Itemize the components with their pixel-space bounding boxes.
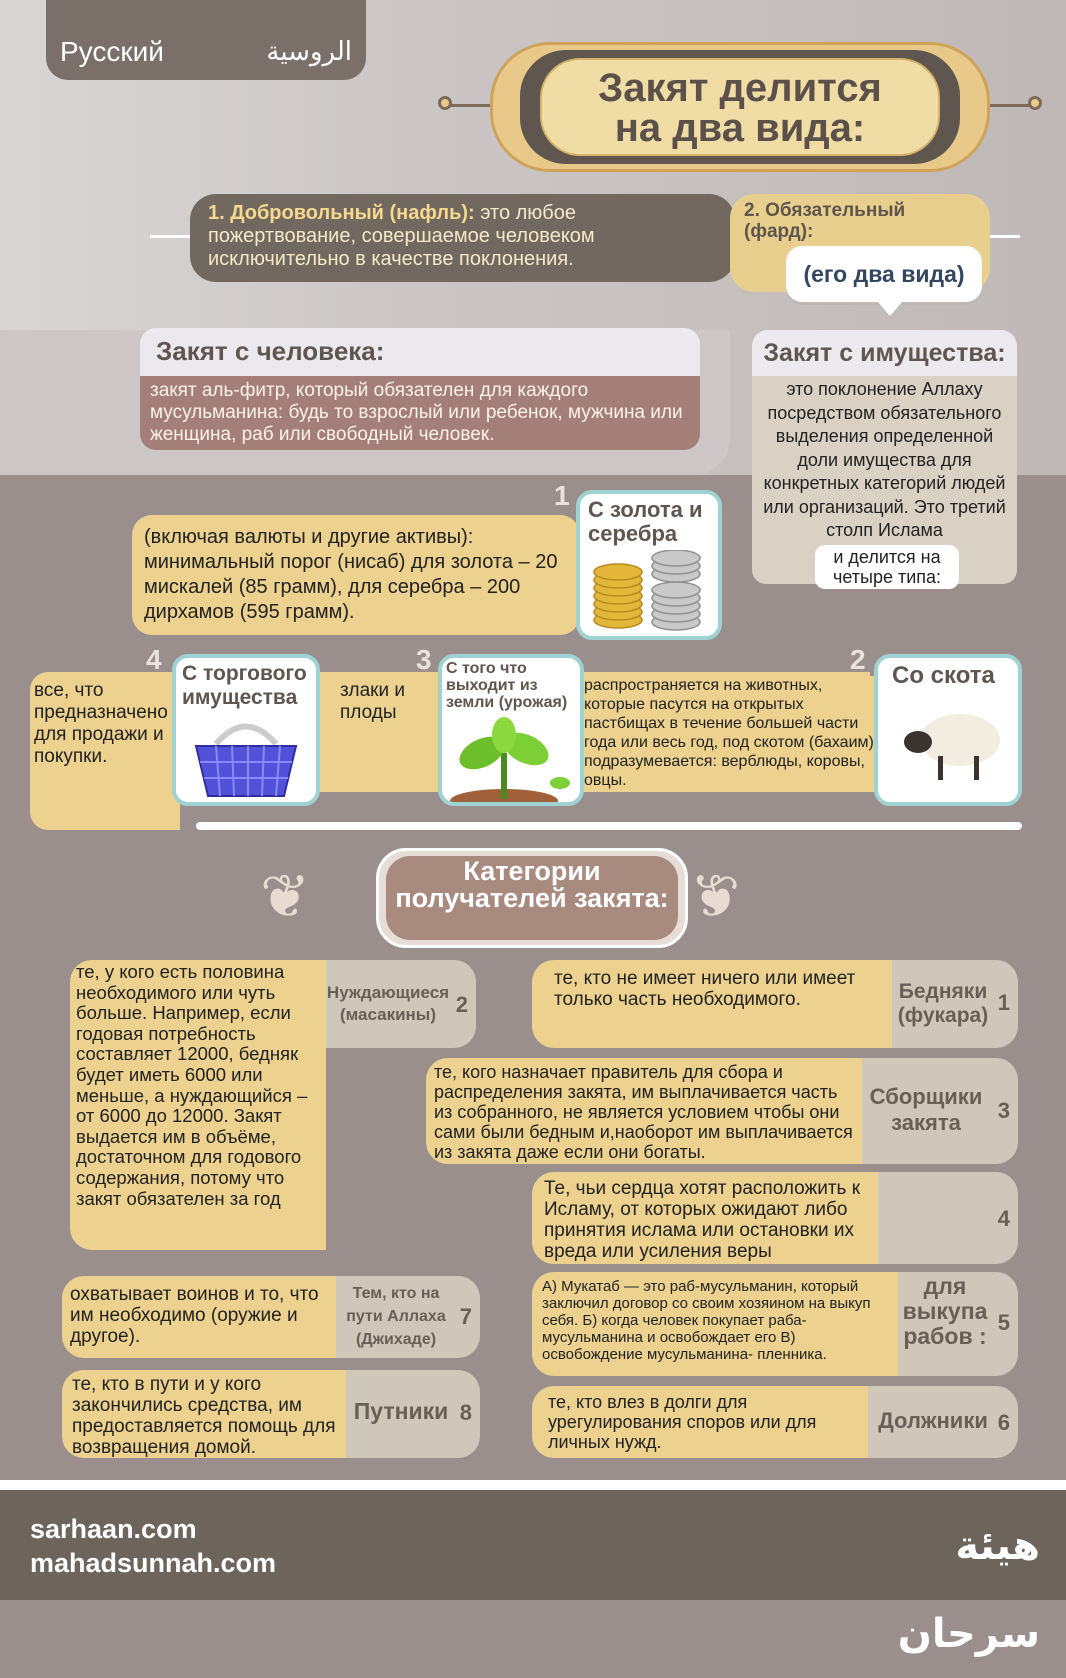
sarhaan-logo: هيئة سرحان (897, 1524, 1040, 1656)
category-2-number: 2 (455, 992, 468, 1017)
lang-arabic: الروسية (266, 36, 352, 66)
category-6-name: Должники (878, 1408, 988, 1433)
gold-silver-title: С золота и серебра (588, 497, 703, 546)
categories-title: Категории получателей закята: (386, 856, 678, 940)
gold-silver-text: (включая валюты и другие активы): минимальный порог (нисаб) для золота – 20 мискалей (85 грамм), для серебра – 200 дирхамов (595 грамм). (132, 515, 580, 635)
kind-number-2: 2 (850, 644, 866, 675)
category-4-name-box (878, 1172, 1018, 1264)
category-5-number: 5 (997, 1310, 1010, 1335)
category-2-text: те, у кого есть половина необходимого или чуть больше. Например, если годовая потребность составляет 12000, бедняк будет иметь 6000 или меньше, а нуждающийся – от 6000 до 12000. Закят выдается им в объёме, достаточном для годового содержания, потому что закят обязателен за год (70, 960, 326, 1250)
crops-card (438, 654, 584, 806)
category-7-name: Тем, кто на пути Аллаха (Джихаде) (346, 1285, 446, 1348)
basket-icon (176, 714, 316, 804)
trade-text: все, что предназначено для продажи и покупки. (30, 672, 180, 830)
language-tab[interactable] (46, 0, 366, 80)
category-2-name: Нуждающиеся (масакины) (326, 983, 450, 1024)
sheep-icon (878, 694, 1018, 794)
category-1-name: Бедняки (фукара) (897, 980, 989, 1027)
category-2-name-box (326, 960, 476, 1048)
fard-two-kinds-badge: (его два вида) (786, 246, 982, 302)
footer-divider (0, 1480, 1066, 1490)
ornament-left-icon: ❦ (260, 863, 311, 930)
category-5-name: для выкупа рабов : (902, 1273, 988, 1349)
kind-number-4: 4 (146, 644, 162, 675)
category-3-name: Сборщики закята (869, 1084, 983, 1135)
section-divider (196, 822, 1022, 830)
category-7-name-box (336, 1276, 480, 1358)
kind-number-3: 3 (416, 644, 432, 675)
category-1-text: те, кто не имеет ничего или имеет только часть необходимого. (532, 960, 902, 1048)
category-3-number: 3 (997, 1098, 1010, 1123)
nafl-text: это любое пожертвование, совершаемое человеком исключительно в качестве поклонения. (208, 202, 595, 270)
category-1-number: 1 (997, 990, 1010, 1015)
category-7-text: охватывает воинов и то, что им необходимо (оружие и другое). (62, 1276, 338, 1358)
human-zakat-text: закят аль-фитр, который обязателен для каждого мусульманина: будь то взрослый или ребенок, мужчина или женщина, раб или свободный человек. (140, 376, 700, 450)
title-line-1: Закят делится (598, 66, 882, 110)
livestock-card (874, 654, 1022, 806)
trade-card (172, 654, 320, 806)
ornament-dot-right (1028, 96, 1042, 110)
site-link-sarhaan[interactable]: sarhaan.com (30, 1514, 197, 1544)
property-zakat-text: это поклонение Аллаху посредством обязательного выделения определенной доли имущества для конкретных категорий людей или организаций. Это третий столп Ислама (752, 376, 1017, 584)
category-8-number: 8 (459, 1400, 472, 1425)
sprout-icon (442, 713, 582, 806)
category-5-text: А) Мукатаб — это раб-мусульманин, который заключил договор со своим хозяином на выкуп себя. Б) когда человек покупает раба-мусульманина и освобождает его В) освобождение мусульманина- пленника. (532, 1272, 902, 1376)
lang-russian: Русский (60, 36, 164, 67)
category-6-name-box (868, 1386, 1018, 1458)
page-title (540, 58, 940, 156)
human-zakat-title: Закят с человека: (140, 328, 700, 376)
crops-title: С того что выходит из земли (урожая) (446, 660, 568, 711)
category-8-name-box (346, 1370, 480, 1458)
category-1-name-box (892, 960, 1018, 1048)
down-pointer (878, 302, 902, 316)
coins-icon (580, 550, 720, 634)
category-4-number: 4 (997, 1206, 1010, 1231)
category-7-number: 7 (459, 1304, 472, 1329)
category-6-text: те, кто влез в долги для урегулирования споров или для личных нужд. (532, 1386, 872, 1458)
category-8-text: те, кто в пути и у кого закончились средства, им предоставляется помощь для возвращения домой. (62, 1370, 352, 1458)
livestock-text: распространяется на животных, которые пасутся на открытых пастбищах в течение большей части года или весь год, под скотом (бахаим) подразумевается: верблюды, коровы, овцы. (584, 676, 874, 792)
ornament-right-icon: ❦ (690, 863, 741, 930)
category-3-text: те, кого назначает правитель для сбора и распределения закята, им выплачивается часть из собранного, не является условием чтобы они сами были бедным и,наоборот им выплачивается из закята даже если они богаты. (426, 1058, 866, 1164)
property-zakat-title: Закят с имущества: (752, 330, 1017, 376)
category-8-name: Путники (353, 1398, 449, 1424)
category-3-name-box (862, 1058, 1018, 1164)
fard-title: 2. Обязательный (фард): (744, 200, 906, 242)
site-link-mahadsunnah[interactable]: mahadsunnah.com (30, 1548, 277, 1578)
kind-number-1: 1 (554, 480, 570, 511)
trade-title: С торгового имущества (182, 662, 307, 709)
four-types-label: и делится на четыре типа: (815, 545, 959, 589)
nafl-title: 1. Добровольный (нафль): (208, 202, 475, 224)
crops-text: злаки и плоды (340, 680, 430, 740)
category-6-number: 6 (997, 1410, 1010, 1435)
gold-silver-card (576, 490, 722, 640)
title-line-2: на два вида: (614, 106, 866, 150)
category-5-name-box (898, 1272, 1018, 1376)
ornament-dot-left (438, 96, 452, 110)
livestock-title: Со скота (892, 662, 995, 689)
category-4-text: Те, чьи сердца хотят расположить к Исламу, от которых ожидают либо принятия ислама или остановки их вреда или усиления веры (532, 1172, 882, 1264)
nafl-box (190, 194, 735, 282)
